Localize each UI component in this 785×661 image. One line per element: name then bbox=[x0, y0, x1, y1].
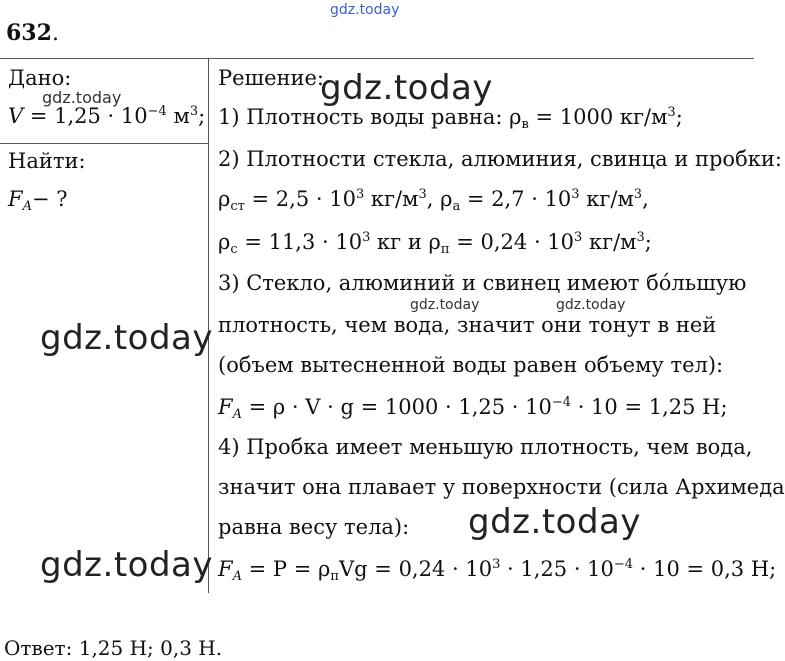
given-volume: $V = 1,25 \cdot 10^{-4}$ $м^3$; bbox=[8, 104, 206, 128]
solution-label: Решение: bbox=[218, 66, 325, 90]
watermark-big-4: gdz.today bbox=[40, 545, 213, 585]
given-divider bbox=[0, 143, 208, 144]
step2-heading: 2) Плотности стекла, алюминия, свинца и пробки: bbox=[218, 147, 782, 171]
given-label: Дано: bbox=[8, 66, 72, 90]
watermark-big-2: gdz.today bbox=[40, 318, 213, 358]
top-rule bbox=[0, 58, 754, 59]
archimedes-force-sinking: $F_A = \rho \cdot V \cdot g = 1000 \cdot 1,25 \cdot 10^{-4} \cdot 10 = 1,25$ Н; bbox=[218, 395, 728, 422]
density-glass-aluminium: $\rho_{ст} = 2,5 \cdot 10^3$ $кг/м^3$, $\rho_а = 2,7 \cdot 10^3$ $кг/м^3$, bbox=[218, 187, 649, 214]
watermark-top: gdz.today bbox=[330, 2, 400, 18]
watermark-small-1: gdz.today bbox=[410, 297, 480, 313]
watermark-given: gdz.today bbox=[42, 88, 122, 107]
step4-line3: равна весу тела): bbox=[218, 515, 410, 539]
archimedes-force-floating: $F_A = P = \rho_пVg = 0,24 \cdot 10^3 \cdot 1,25 \cdot 10^{-4} \cdot 10 = 0,3$ Н; bbox=[218, 557, 777, 584]
step3-line2: плотность, чем вода, значит они тонут в ней bbox=[218, 313, 717, 337]
watermark-small-2: gdz.today bbox=[556, 297, 626, 313]
find-label: Найти: bbox=[8, 149, 86, 173]
step4-line1: 4) Пробка имеет меньшую плотность, чем вода, bbox=[218, 435, 753, 459]
step3-line3: (объем вытесненной воды равен объему тел): bbox=[218, 353, 724, 377]
step4-line2: значит она плавает у поверхности (сила Архимеда bbox=[218, 475, 785, 499]
step1-water-density: 1) Плотность воды равна: $\rho_в = 1000$ $кг/м^3$; bbox=[218, 105, 683, 132]
density-lead-cork: $\rho_с = 11,3 \cdot 10^3$ кг и $\rho_п = 0,24 \cdot 10^3$ $кг/м^3$; bbox=[218, 230, 652, 257]
watermark-big-3: gdz.today bbox=[468, 502, 641, 542]
problem-number: 632. bbox=[6, 20, 59, 46]
step3-line1: 3) Стекло, алюминий и свинец имеют бóльшую bbox=[218, 271, 747, 295]
answer: Ответ: 1,25 Н; 0,3 Н. bbox=[4, 636, 223, 660]
watermark-big-1: gdz.today bbox=[320, 68, 493, 108]
find-force: $F_A-$ ? bbox=[8, 187, 68, 214]
